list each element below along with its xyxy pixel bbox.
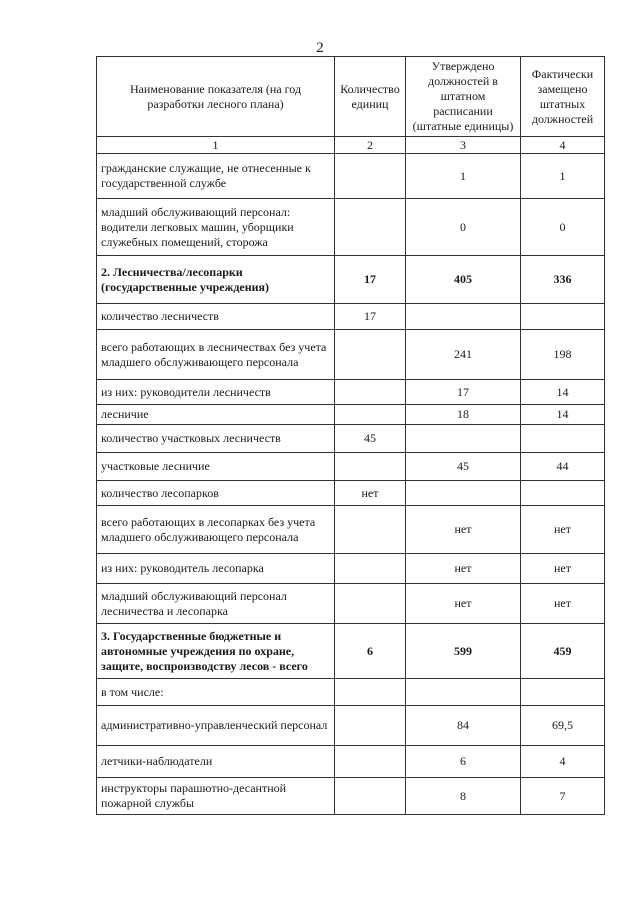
row-count bbox=[335, 778, 406, 815]
header-indicator-name: Наименование показателя (на год разработки лесного плана) bbox=[97, 57, 335, 137]
table-row bbox=[97, 453, 605, 481]
row-actual bbox=[521, 304, 605, 330]
row-actual: нет bbox=[521, 554, 605, 584]
row-count bbox=[335, 405, 406, 425]
row-actual: 7 bbox=[521, 778, 605, 815]
table-row bbox=[97, 330, 605, 380]
column-number: 4 bbox=[521, 137, 605, 154]
column-number: 3 bbox=[406, 137, 521, 154]
row-count bbox=[335, 746, 406, 778]
row-name: из них: руководитель лесопарка bbox=[97, 554, 335, 584]
row-approved: 18 bbox=[406, 405, 521, 425]
row-name: 2. Лесничества/лесопарки (государственные учреждения) bbox=[97, 256, 335, 304]
row-count bbox=[335, 706, 406, 746]
row-actual: 336 bbox=[521, 256, 605, 304]
header-approved-positions: Утверждено должностей в штатном расписании (штатные единицы) bbox=[406, 57, 521, 137]
row-count bbox=[335, 679, 406, 706]
row-actual bbox=[521, 425, 605, 453]
row-approved: 241 bbox=[406, 330, 521, 380]
row-count: 17 bbox=[335, 256, 406, 304]
row-approved: нет bbox=[406, 506, 521, 554]
row-actual: 44 bbox=[521, 453, 605, 481]
table-row bbox=[97, 624, 605, 679]
row-approved: 45 bbox=[406, 453, 521, 481]
table-row bbox=[97, 199, 605, 256]
row-count bbox=[335, 330, 406, 380]
row-approved: 17 bbox=[406, 380, 521, 405]
row-name: младший обслуживающий персонал лесничества и лесопарка bbox=[97, 584, 335, 624]
row-count: нет bbox=[335, 481, 406, 506]
row-actual: 69,5 bbox=[521, 706, 605, 746]
row-name: 3. Государственные бюджетные и автономные учреждения по охране, защите, воспроизводству лесов - всего bbox=[97, 624, 335, 679]
table-row bbox=[97, 154, 605, 199]
row-approved: 84 bbox=[406, 706, 521, 746]
table-row bbox=[97, 778, 605, 815]
table-row bbox=[97, 405, 605, 425]
row-name: младший обслуживающий персонал: водители легковых машин, уборщики служебных помещений, сторожа bbox=[97, 199, 335, 256]
row-actual: 459 bbox=[521, 624, 605, 679]
row-name: в том числе: bbox=[97, 679, 335, 706]
row-name: количество участковых лесничеств bbox=[97, 425, 335, 453]
row-approved: 599 bbox=[406, 624, 521, 679]
row-approved: 0 bbox=[406, 199, 521, 256]
table-row bbox=[97, 481, 605, 506]
table-row bbox=[97, 380, 605, 405]
table-row bbox=[97, 706, 605, 746]
header-actual-positions: Фактически замещено штатных должностей bbox=[521, 57, 605, 137]
row-name: лесничие bbox=[97, 405, 335, 425]
row-actual: 198 bbox=[521, 330, 605, 380]
row-name: летчики-наблюдатели bbox=[97, 746, 335, 778]
row-actual: 14 bbox=[521, 405, 605, 425]
row-count: 45 bbox=[335, 425, 406, 453]
row-actual: 0 bbox=[521, 199, 605, 256]
row-count bbox=[335, 199, 406, 256]
row-approved: 1 bbox=[406, 154, 521, 199]
row-name: всего работающих в лесопарках без учета младшего обслуживающего персонала bbox=[97, 506, 335, 554]
table-row bbox=[97, 679, 605, 706]
row-name: гражданские служащие, не отнесенные к государственной службе bbox=[97, 154, 335, 199]
row-actual: 1 bbox=[521, 154, 605, 199]
table-row bbox=[97, 304, 605, 330]
row-approved bbox=[406, 304, 521, 330]
row-name: из них: руководители лесничеств bbox=[97, 380, 335, 405]
row-count bbox=[335, 506, 406, 554]
column-number: 2 bbox=[335, 137, 406, 154]
row-actual: нет bbox=[521, 506, 605, 554]
row-actual: нет bbox=[521, 584, 605, 624]
row-actual: 14 bbox=[521, 380, 605, 405]
row-actual bbox=[521, 679, 605, 706]
table-row bbox=[97, 746, 605, 778]
table-row bbox=[97, 584, 605, 624]
row-approved: 405 bbox=[406, 256, 521, 304]
staff-table bbox=[96, 56, 605, 815]
row-name: инструкторы парашютно-десантной пожарной службы bbox=[97, 778, 335, 815]
column-number: 1 bbox=[97, 137, 335, 154]
table-row bbox=[97, 506, 605, 554]
row-approved: 8 bbox=[406, 778, 521, 815]
row-count bbox=[335, 554, 406, 584]
row-actual bbox=[521, 481, 605, 506]
row-count bbox=[335, 584, 406, 624]
row-count bbox=[335, 380, 406, 405]
row-approved bbox=[406, 425, 521, 453]
header-unit-count: Количество единиц bbox=[335, 57, 406, 137]
row-approved bbox=[406, 679, 521, 706]
row-count: 17 bbox=[335, 304, 406, 330]
row-count bbox=[335, 154, 406, 199]
table-row bbox=[97, 425, 605, 453]
row-approved: нет bbox=[406, 584, 521, 624]
row-approved: нет bbox=[406, 554, 521, 584]
row-actual: 4 bbox=[521, 746, 605, 778]
row-approved: 6 bbox=[406, 746, 521, 778]
table-row bbox=[97, 256, 605, 304]
table-row bbox=[97, 554, 605, 584]
row-name: участковые лесничие bbox=[97, 453, 335, 481]
row-name: всего работающих в лесничествах без учета младшего обслуживающего персонала bbox=[97, 330, 335, 380]
row-approved bbox=[406, 481, 521, 506]
row-count: 6 bbox=[335, 624, 406, 679]
row-name: административно-управленческий персонал bbox=[97, 706, 335, 746]
row-name: количество лесопарков bbox=[97, 481, 335, 506]
page-number: 2 bbox=[316, 40, 324, 56]
row-name: количество лесничеств bbox=[97, 304, 335, 330]
row-count bbox=[335, 453, 406, 481]
